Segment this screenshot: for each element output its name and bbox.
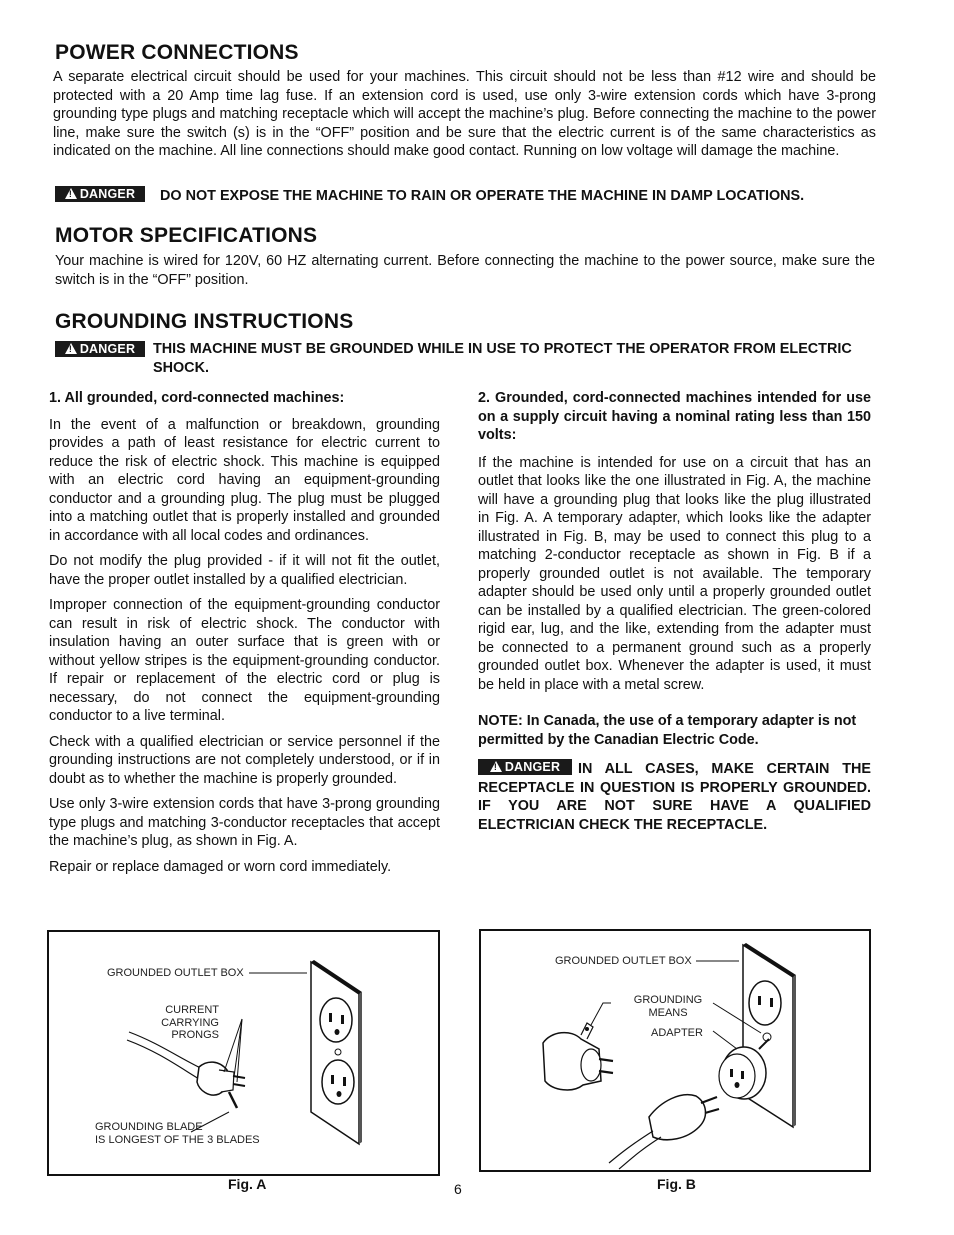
canada-note: NOTE: In Canada, the use of a temporary adapter is not permitted by the Canadian Electric Code. xyxy=(478,713,857,748)
label-adapter: ADAPTER xyxy=(651,1027,703,1039)
right-danger-text: ! DANGER IN ALL CASES, MAKE CERTAIN THE RECEPTACLE IN QUESTION IS PROPERLY GROUNDED. IF YOU ARE NOT SURE HAVE A QUALIFIED ELECTRICIAN CHECK THE RECEPTACLE. xyxy=(478,759,871,834)
page-number: 6 xyxy=(454,1181,462,1197)
warning-triangle-icon xyxy=(65,343,77,354)
power-danger-box xyxy=(55,186,145,204)
figure-a-caption: Fig. A xyxy=(228,1176,267,1192)
warning-triangle-icon xyxy=(490,761,502,772)
motor-specifications-body: Your machine is wired for 120V, 60 HZ alternating current. Before connecting the machine to the power source, make sure the switch is in the “OFF” position. xyxy=(55,253,875,288)
right-paragraph: If the machine is intended for use on a circuit that has an outlet that looks like the one illustrated in Fig. A, the machine will have a grounding plug that looks like the plug illustrated in Fig. A. A temporary adapter, which looks like the adapter illustrated in Fig. B, may be used to connect this plug to a matching 2-conductor receptacle as shown in Fig. B if a properly grounded outlet is not available. The temporary adapter should be used only until a properly grounded outlet can be installed by a qualified electrician. The green-colored rigid ear, lug, and the like, extending from the adapter must be connected to a permanent ground such as a properly grounded outlet box. Whenever the adapter is used, it must be held in place with a metal screw. xyxy=(478,454,871,693)
grounding-danger-text: THIS MACHINE MUST BE GROUNDED WHILE IN USE TO PROTECT THE OPERATOR FROM ELECTRIC SHOCK. xyxy=(153,341,852,376)
left-column xyxy=(49,389,440,876)
right-column xyxy=(478,389,871,834)
power-connections-title: POWER CONNECTIONS xyxy=(55,41,299,64)
power-connections-body: A separate electrical circuit should be used for your machines. This circuit should not be less than #12 wire and should be protected with a 20 Amp time lag fuse. If an extension cord is used, use only 3-wire extension cords which have 3-prong grounding type plugs and matching receptacle which will accept the machine’s plug. Before connecting the machine to the power line, make sure the switch (s) is in the “OFF” position and be sure that the electric current is of the same characteristics as indicated on the machine. All line connections should make good contact. Running on low voltage will damage the machine. xyxy=(53,69,876,159)
power-danger-text: DO NOT EXPOSE THE MACHINE TO RAIN OR OPERATE THE MACHINE IN DAMP LOCATIONS. xyxy=(160,188,805,204)
danger-badge: ! DANGER xyxy=(55,186,145,202)
motor-specifications-title: MOTOR SPECIFICATIONS xyxy=(55,224,318,247)
left-paragraph: In the event of a malfunction or breakdown, grounding provides a path of least resistance for electric current to reduce the risk of electric shock. This machine is equipped with an electric cord having an equipment-grounding conductor and a grounding plug. The plug must be plugged into a matching outlet that is properly installed and grounded in accordance with all local codes and ordinances. xyxy=(49,416,440,544)
label-grounding-means: GROUNDING MEANS xyxy=(633,994,703,1019)
left-heading: 1. All grounded, cord-connected machines: xyxy=(49,390,345,406)
label-current-carrying-prongs: CURRENT CARRYING PRONGS xyxy=(161,1004,219,1041)
figure-a xyxy=(47,930,440,1176)
figure-b-caption: Fig. B xyxy=(657,1176,696,1192)
label-grounded-outlet-box: GROUNDED OUTLET BOX xyxy=(107,967,244,979)
figure-b xyxy=(479,929,871,1172)
left-paragraph: Use only 3-wire extension cords that have 3-prong grounding type plugs and matching 3-conductor receptacles that accept the machine’s plug, as shown in Fig. A. xyxy=(49,796,440,849)
left-paragraph: Do not modify the plug provided - if it will not fit the outlet, have the proper outlet installed by a qualified electrician. xyxy=(49,553,440,588)
danger-badge: ! DANGER xyxy=(55,341,145,357)
right-heading: 2. Grounded, cord-connected machines intended for use on a supply circuit having a nominal rating less than 150 volts: xyxy=(478,390,871,443)
label-grounded-outlet-box: GROUNDED OUTLET BOX xyxy=(555,955,692,967)
warning-triangle-icon xyxy=(65,188,77,199)
left-paragraph: Check with a qualified electrician or service personnel if the grounding instructions are not completely understood, or if in doubt as to whether the machine is properly grounded. xyxy=(49,733,440,787)
label-grounding-blade: GROUNDING BLADE IS LONGEST OF THE 3 BLADES xyxy=(95,1121,260,1146)
left-paragraph: Repair or replace damaged or worn cord immediately. xyxy=(49,858,392,875)
grounding-danger-box xyxy=(55,341,145,359)
danger-badge: ! DANGER xyxy=(478,759,572,775)
grounding-instructions-title: GROUNDING INSTRUCTIONS xyxy=(55,310,354,333)
left-paragraph: Improper connection of the equipment-grounding conductor can result in risk of electric shock. The conductor with insulation having an outer surface that is green with or without yellow stripes is the equipment-grounding conductor. If repair or replacement of the electric cord or plug is necessary, do not connect the equipment-grounding conductor to a live terminal. xyxy=(49,597,440,724)
